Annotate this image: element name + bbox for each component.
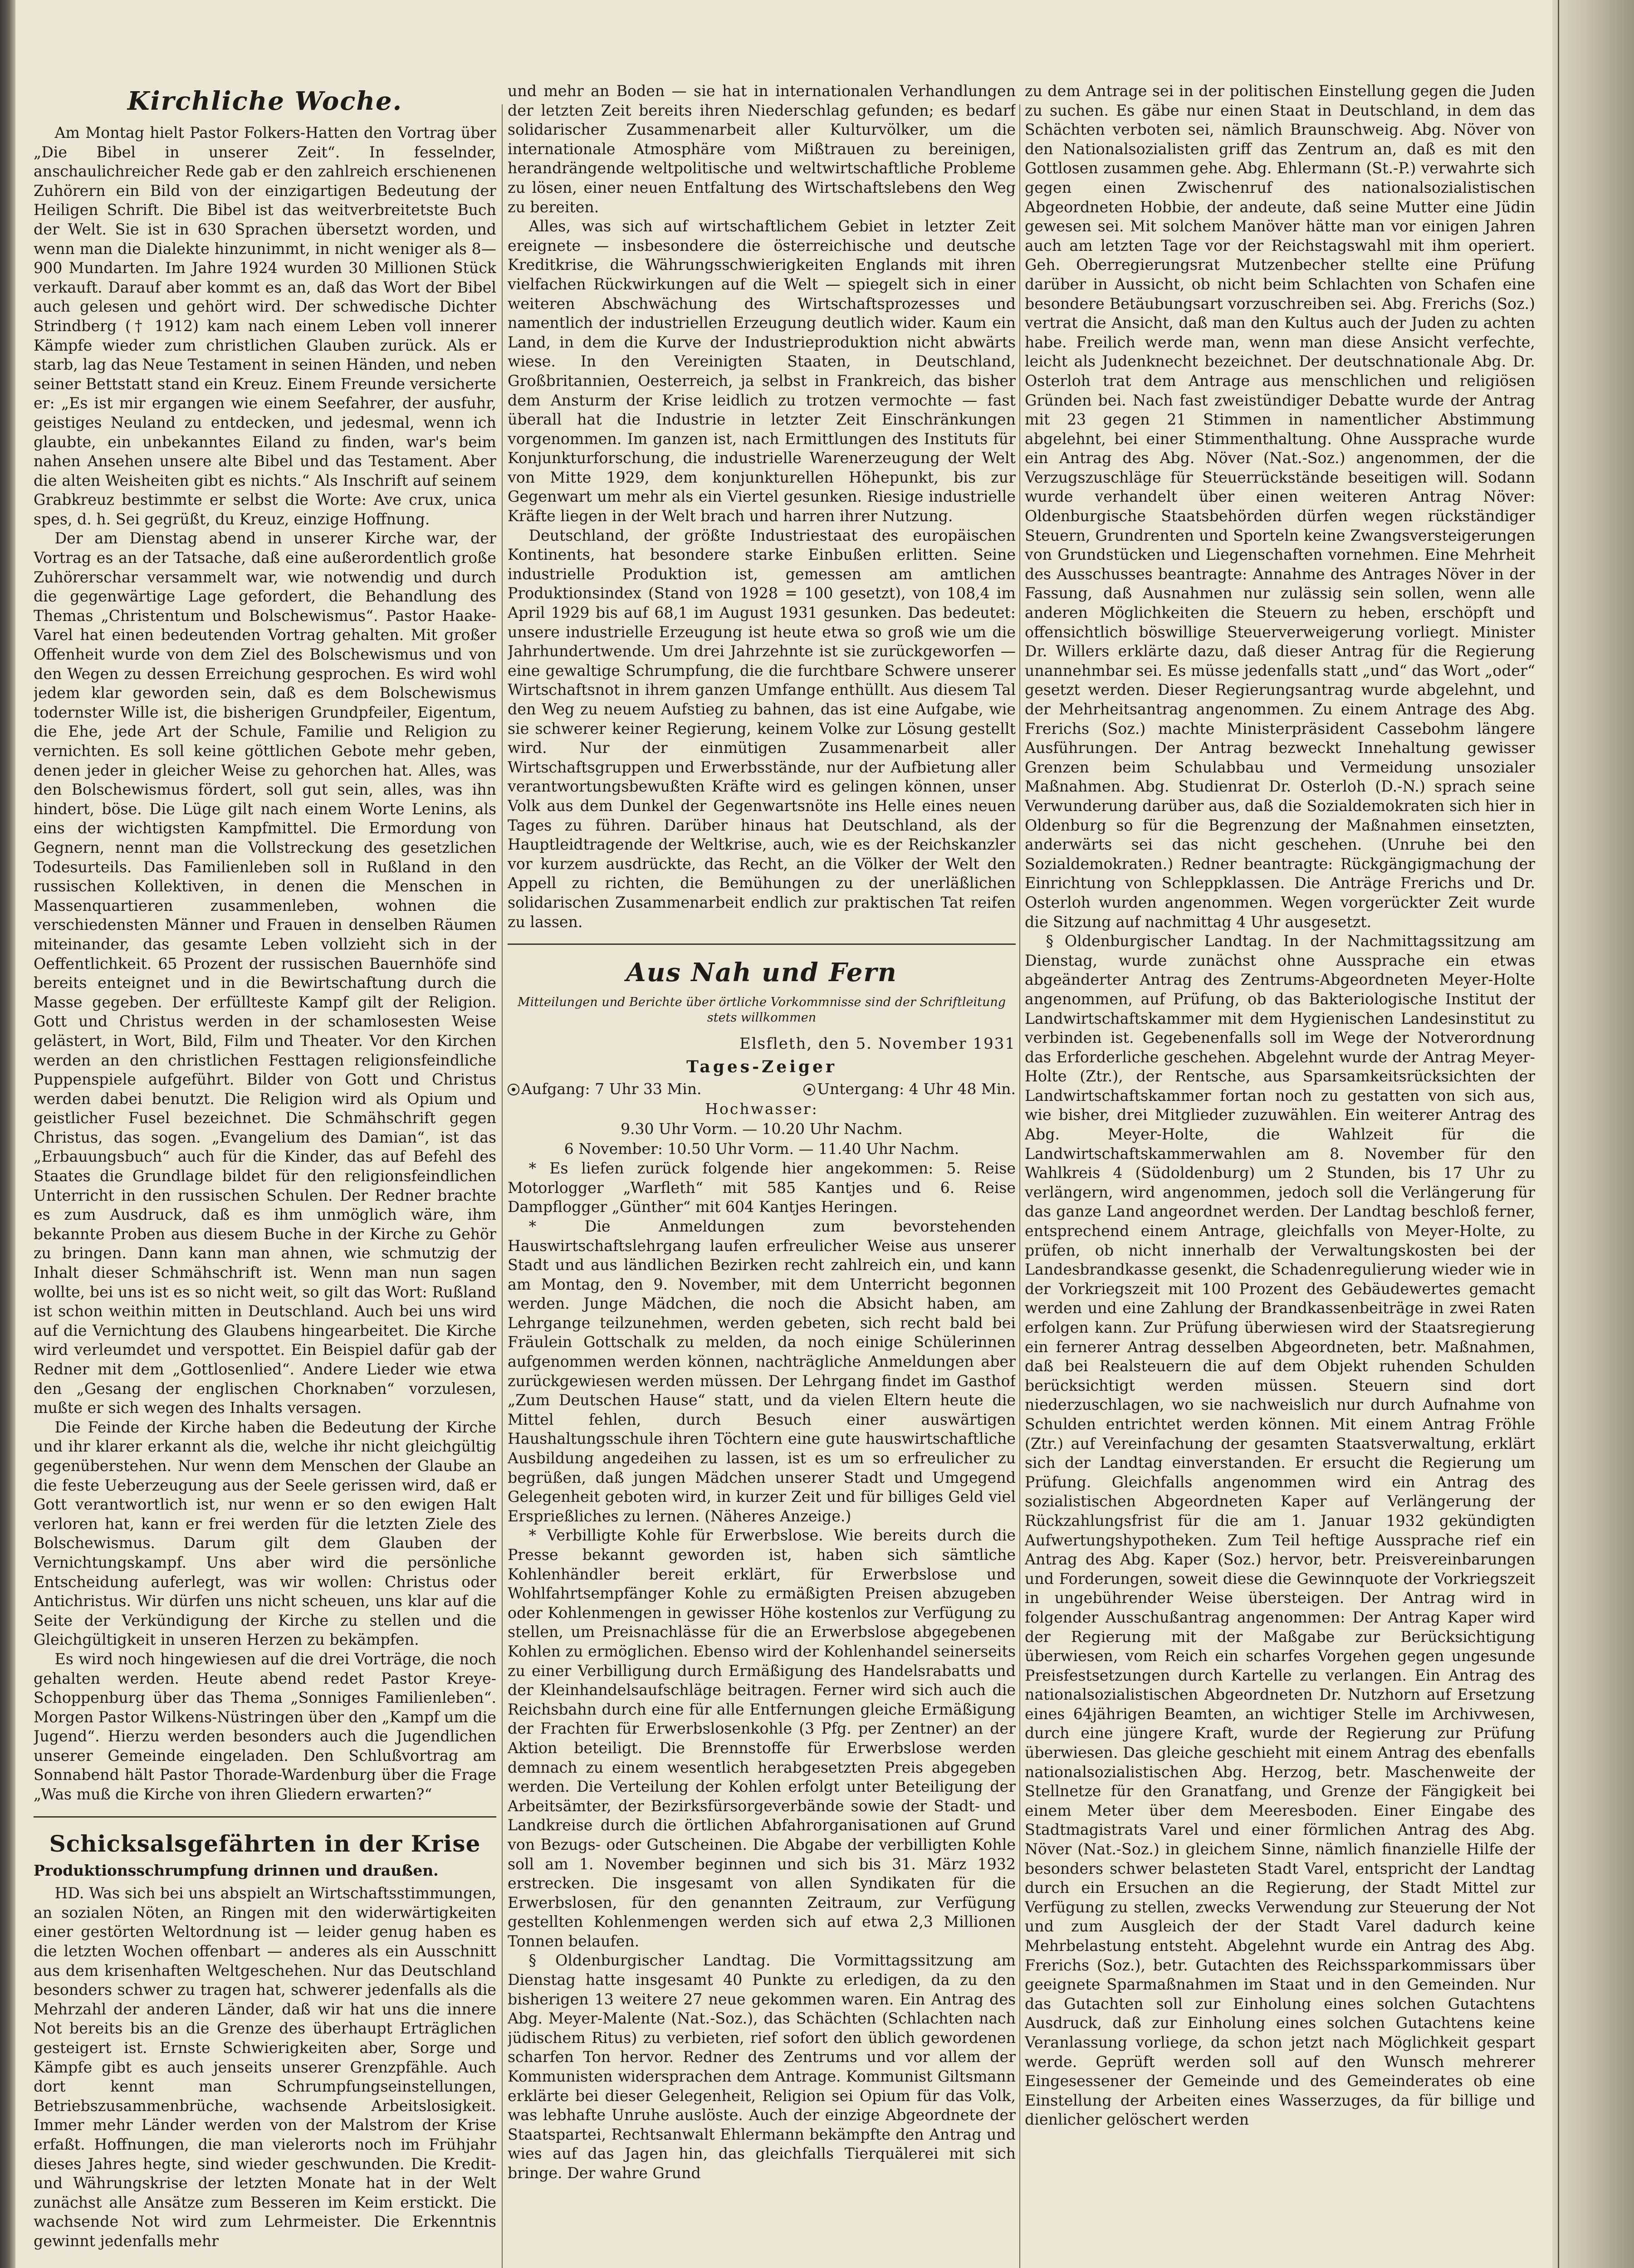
section-rule <box>508 943 1016 945</box>
article-paragraph: Alles, was sich auf wirtschaftlichem Gebiet in letzter Zeit ereignete — insbesondere die österreichische und deutsche Kreditkrise, die Währungsschwierigkeiten Englands mit ihren vielfachen Rückwirkungen auf die Welt — spiegelt sich in einer weiteren Abschwächung des Wirtschaftsprozesses und namentlich der industriellen Erzeugung deutlich wider. Kaum ein Land, in dem die Kurve der Industrieproduktion nicht abwärts wiese. In den Vereinigten Staaten, in Deutschland, Großbritannien, Oesterreich, ja selbst in Frankreich, das bisher dem Ansturm der Krise leidlich zu trotzen vermochte — fast überall hat die Industrie in letzter Zeit Einschränkungen vorgenommen. Im ganzen ist, nach Ermittlungen des Instituts für Konjunkturforschung, die industrielle Warenerzeugung der Welt von Mitte 1929, dem konjunkturellen Höhepunkt, bis zur Gegenwart um mehr als ein Viertel gesunken. Riesige industrielle Kräfte liegen in der Welt brach und harren ihrer Nutzung. <box>508 217 1016 525</box>
article-paragraph: Es wird noch hingewiesen auf die drei Vorträge, die noch gehalten werden. Heute abend redet Pastor Kreye-Schoppenburg über das Thema „Sonniges Familienleben“. Morgen Pastor Wilkens-Nüstringen über den „Kampf um die Jugend“. Hierzu werden besonders auch die Jugendlichen unserer Gemeinde eingeladen. Den Schlußvortrag am Sonnabend hält Pastor Thorade-Wardenburg über die Frage „Was muß die Kirche von ihren Gliedern erwarten?“ <box>34 1650 496 1804</box>
tages-zeiger-heading: Tages-Zeiger <box>686 1057 837 1077</box>
column-3 <box>1025 82 1535 2268</box>
local-news-item: * Die Anmeldungen zum bevorstehenden Hauswirtschaftslehrgang laufen erfreulicher Weise aus unserer Stadt und aus ländlichen Bezirken recht zahlreich ein, und kann am Montag, den 9. November, mit dem Unterricht begonnen werden. Junge Mädchen, die noch die Absicht haben, am Lehrgange teilzunehmen, werden gebeten, sich recht bald bei Fräulein Gottschalk zu melden, da noch einige Schülerinnen aufgenommen werden können, nachträgliche Anmeldungen aber zurückgewiesen werden müssen. Der Lehrgang findet im Gasthof „Zum Deutschen Hause“ statt, und da vielen Eltern heute die Mittel fehlen, durch Besuch einer auswärtigen Haushaltungsschule ihren Töchtern eine gute hauswirtschaftliche Ausbildung angedeihen zu lassen, ist es um so erfreulicher zu begrüßen, daß jungen Mädchen unserer Stadt und Umgegend Gelegenheit geboten wird, in kurzer Zeit und für billiges Geld viel Ersprießliches zu lernen. (Näheres Anzeige.) <box>508 1217 1016 1525</box>
column-1 <box>34 82 496 2268</box>
column-divider <box>502 104 503 2268</box>
tide-heading: Hochwasser: <box>705 1100 818 1118</box>
sun-icon <box>508 1084 519 1095</box>
column-2 <box>508 82 1016 2268</box>
article-paragraph: § Oldenburgischer Landtag. In der Nachmittagssitzung am Dienstag, wurde zunächst ohne Aussprache ein etwas abgeänderter Antrag des Zentrums-Abgeordneten Meyer-Holte angenommen, auf Prüfung, ob das Bakteriologische Institut der Landwirtschaftskammer mit dem Hygienischen Landesinstitut zu verbinden ist. Gegebenenfalls soll im Wege der Notverordnung das Erforderliche geschehen. Abgelehnt wurde der Antrag Meyer-Holte (Ztr.), der Rentsche, aus Sparsamkeitsrücksichten der Landwirtschaftskammer fortan noch zu gestatten von sich aus, wie bisher, drei Mitglieder zuzuwählen. Ein weiterer Antrag des Abg. Meyer-Holte, die Wahlzeit für die Landwirtschaftskammerwahlen am 8. November für den Wahlkreis 4 (Südoldenburg) um 2 Stunden, bis 17 Uhr zu verlängern, wird angenommen, jedoch soll die Verlängerung für das ganze Land angeordnet werden. Der Landtag beschloß ferner, entsprechend einem Antrage, gleichfalls von Meyer-Holte, zu prüfen, ob nicht innerhalb der Verwaltungskosten bei der Landesbrandkasse gesenkt, die Schadenregulierung wieder wie in der Vorkriegszeit mit 100 Prozent des Gebäudewertes gemacht werden und eine Zahlung der Brandkassenbeiträge in zwei Raten erfolgen kann. Zur Prüfung überwiesen wird der Staatsregierung ein fernerer Antrag desselben Abgeordneten, betr. Maßnahmen, daß bei Realsteuern die auf dem Objekt ruhenden Schulden berücksichtigt werden müssen. Steuern sind dort niederzuschlagen, wo sie nachweislich nur durch Aufnahme von Schulden entrichtet werden können. Mit einem Antrag Fröhle (Ztr.) auf Vereinfachung der gesamten Staatsverwaltung, erklärt sich der Landtag einverstanden. Er ersucht die Regierung um Prüfung. Gleichfalls angenommen wird ein Antrag des sozialistischen Abgeordneten Kaper auf Verlängerung der Rückzahlungsfrist für die am 1. Januar 1932 gekündigten Aufwertungshypotheken. Zum Teil heftige Aussprache rief ein Antrag des Abg. Kaper (Soz.) hervor, betr. Preisvereinbarungen und Forderungen, soweit diese die Gewinnquote der Vorkriegszeit in ungebührender Weise übersteigen. Der Antrag wird in folgender Ausschußantrag angenommen: Der Antrag Kaper wird der Regierung mit der Maßgabe zur Berücksichtigung überwiesen, vom Reich ein scharfes Vorgehen gegen ungesunde Preisfestsetzungen durch Kartelle zu verlangen. Ein Antrag des nationalsozialistischen Abgeordneten Dr. Nutzhorn auf Ersetzung eines 64jährigen Beamten, an wichtiger Stelle im Archivwesen, durch eine jüngere Kraft, wurde der Regierung zur Prüfung überwiesen. Das gleiche geschieht mit einem Antrag des ebenfalls nationalsozialistischen Abg. Herzog, betr. Maschenweite der Stellnetze für den Granatfang, und Grenze der Fängigkeit bei einem Meter über dem Meeresboden. Einer Eingabe des Stadtmagistrats Varel und einer förmlichen Antrag des Abg. Növer (Nat.-Soz.) in gleichem Sinne, nämlich finanzielle Hilfe der besonders schwer belasteten Stadt Varel, entspricht der Landtag durch ein Ersuchen an die Regierung, der Stadt Mittel zur Verfügung zu stellen, zwecks Verwendung zur Steuerung der Not und zum Ausgleich der der Stadt Varel dadurch keine Mehrbelastung entsteht. Abgelehnt wurde ein Antrag des Abg. Frerichs (Soz.), betr. Gutachten des Reichssparkommissars über geeignete Sparmaßnahmen im Staat und in den Gemeinden. Nur das Gutachten soll zur Einholung eines solchen Gutachtens Ausdruck, daß zur Einholung eines solchen Gutachtens keine Veranlassung vorliege, da schon jetzt nach Möglichkeit gespart werde. Geprüft werden soll auf den Wunsch mehrerer Eingesessener der Gemeinde und des Gemeinderates ob eine Einstellung der Arbeiten eines Wasserzuges, da für billige und dienlicher gelöschert werden <box>1025 932 1535 2129</box>
article-paragraph: HD. Was sich bei uns abspielt an Wirtschaftsstimmungen, an sozialen Nöten, an Ringen mit den widerwärtigkeiten einer gestörten Weltordnung ist — leider genug haben es die letzten Wochen offenbart — anderes als ein Ausschnitt aus dem krisenhaften Weltgeschehen. Nur das Deutschland besonders schwer zu tragen hat, schwerer jedenfalls als die Mehrzahl der anderen Länder, daß wir hat uns die innere Not bereits bis an die Grenze des überhaupt Erträglichen gesteigert ist. Ernste Schwierigkeiten aber, Sorge und Kämpfe gibt es auch jenseits unserer Grenzpfähle. Auch dort kennt man Schrumpfungseinstellungen, Betriebszusammenbrüche, wachsende Arbeitslosigkeit. Immer mehr Länder werden von der Malstrom der Krise erfaßt. Hoffnungen, die man vielerorts noch im Frühjahr dieses Jahres hegte, sind wieder geschwunden. Die Kredit- und Währungskrise der letzten Monate hat in der Welt zunächst alle Ansätze zum Besseren im Keim erstickt. Die wachsende Not wird zum Lehrmeister. Die Erkenntnis gewinnt jedenfalls mehr <box>34 1884 496 2250</box>
local-news-item: § Oldenburgischer Landtag. Die Vormittagssitzung am Dienstag hatte insgesamt 40 Punkte zu erledigen, da zu den bisherigen 13 weitere 27 neue gekommen waren. Ein Antrag des Abg. Meyer-Malente (Nat.-Soz.), das Schächten (Schlachten nach jüdischem Ritus) zu verbieten, rief sofort den üblich gewordenen scharfen Ton hervor. Redner des Zentrums und vor allem der Kommunisten widersprachen dem Antrage. Kommunist Giltsmann erklärte bei dieser Gelegenheit, Religion sei Opium für das Volk, was lebhafte Unruhe auslöste. Auch der einzige Abgeordnete der Staatspartei, Rechtsanwalt Ehlermann bekämpfte den Antrag und wies auf das Jagen hin, das gleichfalls Tierquälerei mit sich bringe. Der wahre Grund <box>508 1951 1016 2182</box>
heading-aus-nah-und-fern: Aus Nah und Fern <box>626 958 897 988</box>
page-fold <box>1558 0 1559 2268</box>
tide-line: 9.30 Uhr Vorm. — 10.20 Uhr Nachm. <box>621 1120 903 1138</box>
article-paragraph: zu dem Antrage sei in der politischen Einstellung gegen die Juden zu suchen. Es gäbe nur einen Staat in Deutschland, in dem das Schächten verboten sei, nämlich Braunschweig. Abg. Növer von den Nationalsozialisten griff das Zentrum an, daß es mit den Gottlosen zusammen gehe. Abg. Ehlermann (St.-P.) verwahrte sich gegen einen Zwischenruf des nationalsozialistischen Abgeordneten Hobbie, der andeute, daß seine Mutter eine Jüdin gewesen sei. Mit solchem Manöver hätte man vor einigen Jahren auch am letzten Tage vor der Reichstagswahl mit ihm operiert. Geh. Oberregierungsrat Mutzenbecher stellte eine Prüfung darüber in Aussicht, ob nicht beim Schlachten von Schafen eine besondere Betäubungsart vorzuschreiben sei. Abg. Frerichs (Soz.) vertrat die Ansicht, daß man den Kultus auch der Juden zu achten habe. Freilich werde man, wenn man diese Ansicht verfechte, leicht als Judenknecht bezeichnet. Der deutschnationale Abg. Dr. Osterloh trat dem Antrage aus menschlichen und religiösen Gründen bei. Nach fast zweistündiger Debatte wurde der Antrag mit 23 gegen 21 Stimmen in namentlicher Abstimmung abgelehnt, bei einer Stimmenthaltung. Ohne Aussprache wurde ein Antrag des Abg. Növer (Nat.-Soz.) angenommen, der die Verzugszuschläge für Steuerrückstände beseitigen will. Sodann wurde verhandelt über einen weiteren Antrag Növer: Oldenburgische Staatsbehörden dürfen wegen rückständiger Steuern, Grundrenten und Sporteln keine Zwangsversteigerungen von Grundstücken und Liegenschaften vornehmen. Eine Mehrheit des Ausschusses beantragte: Annahme des Antrages Növer in der Fassung, daß Ausnahmen nur zulässig sein sollen, wenn alle anderen Möglichkeiten die Steuern zu heben, erschöpft und offensichtlich böswillige Steuerverweigerung vorliegt. Minister Dr. Willers erklärte dazu, daß dieser Antrag für die Regierung unannehmbar sei. Es müsse jedenfalls statt „und“ das Wort „oder“ gesetzt werden. Dieser Regierungsantrag wurde abgelehnt, und der Mehrheitsantrag angenommen. Zu einem Antrage des Abg. Frerichs (Soz.) machte Ministerpräsident Cassebohm längere Ausführungen. Der Antrag bezweckt Innehaltung gewisser Grenzen beim Schulabbau und Vermeidung unsozialer Maßnahmen. Abg. Studienrat Dr. Osterloh (D.-N.) sprach seine Verwunderung darüber aus, daß die Sozialdemokraten sich hier in Oldenburg so für die Begrenzung der Maßnahmen einsetzten, anderwärts sei das nicht geschehen. (Unruhe bei den Sozialdemokraten.) Redner beantragte: Rückgängigmachung der Einrichtung von Schleppklassen. Die Anträge Frerichs und Dr. Osterloh wurden angenommen. Wegen vorgerückter Zeit wurde die Sitzung auf nachmittag 4 Uhr ausgesetzt. <box>1025 82 1535 931</box>
tide-line: 6 November: 10.50 Uhr Vorm. — 11.40 Uhr Nachm. <box>564 1140 959 1158</box>
dateline: Elsfleth, den 5. November 1931 <box>739 1035 1016 1053</box>
local-news-item: * Verbilligte Kohle für Erwerbslose. Wie bereits durch die Presse bekannt geworden ist, haben sich sämtliche Kohlenhändler bereit erklärt, für Erwerbslose und Wohlfahrtsempfänger Kohle zu ermäßigten Preisen abzugeben oder Kohlenmengen in gewisser Höhe kostenlos zur Verfügung zu stellen, um Preisnachlässe für die an Erwerbslose abgegebenen Kohlen zu ermöglichen. Ebenso wird der Kohlenhandel seinerseits zu einer Verbilligung durch Ermäßigung des Handelsrabatts und der Kleinhandelsaufschläge beitragen. Ferner wird sich auch die Reichsbahn durch eine für alle Entfernungen gleiche Ermäßigung der Frachten für Erwerbslosenkohle (3 Pfg. per Zentner) an der Aktion beteiligt. Die Brennstoffe für Erwerbslose werden demnach zu einem wesentlich herabgesetzten Preis abgegeben werden. Die Verteilung der Kohlen erfolgt unter Beteiligung der Arbeitsämter, der Bezirksfürsorgeverbände sowie der Stadt- und Landkreise durch die örtlichen Abfahrorganisationen auf Grund von Bezugs- oder Gutscheinen. Die Abgabe der verbilligten Kohle soll am 1. November beginnen und sich bis 31. März 1932 erstrecken. Die insgesamt von allen Syndikaten für die Erwerbslosen, für den genannten Zeitraum, zur Verfügung gestellten Kohlenmengen werden sich auf etwa 2,3 Millionen Tonnen belaufen. <box>508 1526 1016 1950</box>
article-paragraph: Am Montag hielt Pastor Folkers-Hatten den Vortrag über „Die Bibel in unserer Zeit“. In fesselnder, anschaulichreicher Rede gab er den zahlreich erschienenen Zuhörern ein Bild von der einzigartigen Bedeutung der Heiligen Schrift. Die Bibel ist das weitverbreitetste Buch der Welt. Sie ist in 630 Sprachen übersetzt worden, und wenn man die Dialekte hinzunimmt, in nicht weniger als 8—900 Mundarten. Im Jahre 1924 wurden 30 Millionen Stück verkauft. Darauf aber kommt es an, daß das Wort der Bibel auch gelesen und gehört wird. Der schwedische Dichter Strindberg († 1912) kam nach einem Leben voll innerer Kämpfe wieder zum christlichen Glauben zurück. Als er starb, lag das Neue Testament in seinen Händen, und neben seiner Bettstatt stand ein Kreuz. Einem Freunde versicherte er: „Es ist mir ergangen wie einem Seefahrer, der ausfuhr, geistiges Neuland zu entdecken, und jedesmal, wenn ich glaubte, ein unbekanntes Eiland zu finden, war's beim nahen Ansehen unsere alte Bibel und das Testament. Aber die alten Weisheiten gibt es nichts.“ Als Inschrift auf seinem Grabkreuz bestimmte er selbst die Worte: Ave crux, unica spes, d. h. Sei gegrüßt, du Kreuz, einzige Hoffnung. <box>34 124 496 528</box>
column-divider <box>1019 104 1020 2268</box>
article-subheading: Produktionsschrumpfung drinnen und draußen. <box>34 1861 439 1879</box>
article-paragraph: und mehr an Boden — sie hat in internationalen Verhandlungen der letzten Zeit bereits ihren Niederschlag gefunden; es bedarf solidarischer Zusammenarbeit aller Kulturvölker, um die internationale Atmosphäre vom Mißtrauen zu bereinigen, herandrängende weltpolitische und weltwirtschaftliche Probleme zu lösen, einer neuen Entfaltung des Wirtschaftslebens den Weg zu bereiten. <box>508 82 1016 216</box>
heading-schicksalsgefaehrten: Schicksalsgefährten in der Krise <box>49 1830 481 1857</box>
sunset: Untergang: 4 Uhr 48 Min. <box>803 1079 1016 1099</box>
page-edge-right <box>1552 0 1634 2268</box>
sun-times <box>508 1079 1016 1099</box>
sun-icon <box>803 1084 815 1095</box>
sunrise: Aufgang: 7 Uhr 33 Min. <box>508 1079 701 1099</box>
article-paragraph: Der am Dienstag abend in unserer Kirche war, der Vortrag es an der Tatsache, daß eine außerordentlich große Zuhörerschar versammelt war, wie notwendig und durch die gegenwärtige Lage gefordert, die Behandlung des Themas „Christentum und Bolschewismus“. Pastor Haake-Varel hat einen bedeutenden Vortrag gehalten. Mit großer Offenheit wurde von dem Ziel des Bolschewismus und von den Wegen zu dessen Erreichung gesprochen. Es wird wohl jedem klar geworden sein, daß es dem Bolschewismus todernster Wille ist, die bisherigen Grundpfeiler, Eigentum, die Ehe, jede Art der Schule, Familie und Religion zu vernichten. Es soll keine göttlichen Gebote mehr geben, denen jeder in gleicher Weise zu gehorchen hat. Alles, was den Bolschewismus fördert, soll gut sein, alles, was ihn hindert, böse. Die Lüge gilt nach einem Worte Lenins, als eins der wichtigsten Kampfmittel. Die Ermordung von Gegnern, nennt man die Vollstreckung des gesetzlichen Todesurteils. Das Familienleben soll in Rußland in den russischen Kollektiven, in denen die Menschen in Massenquartieren zusammenleben, wohnen die verschiedensten Männer und Frauen in denselben Räumen miteinander, das gesamte Leben vollzieht sich in der Oeffentlichkeit. 65 Prozent der russischen Bauernhöfe sind bereits enteignet und in die Bewirtschaftung durch die Masse gegeben. Der erfüllteste Kampf gilt der Religion. Gott und Christus werden in der schamlosesten Weise gelästert, in Wort, Bild, Film und Theater. Vor den Kirchen werden an den christlichen Festtagen religionsfeindliche Puppenspiele aufgeführt. Bilder von Gott und Christus werden dabei benutzt. Die Religion wird als Opium und geistlicher Fusel bezeichnet. Die Schmähschrift gegen Christus, das sogen. „Evangelium des Damian“, ist das „Erbauungsbuch“ auch für die Kinder, das auf Befehl des Staates die Grundlage bildet für den religionsfeindlichen Unterricht in den russischen Schulen. Der Redner brachte es zum Ausdruck, daß es ihm unmöglich wäre, ihm bekannte Proben aus diesem Buche in der Kirche zu Gehör zu bringen. Dann kann man ahnen, wie schmutzig der Inhalt dieser Schmähschrift ist. Wenn man nun sagen wollte, bei uns ist es so nicht weit, so gilt das Wort: Rußland ist schon weithin mitten in Deutschland. Auch bei uns wird auf die Vernichtung des Glaubens hingearbeitet. Die Kirche wird verleumdet und verspottet. Ein Beispiel dafür gab der Redner mit dem „Gottlosenlied“. Andere Lieder wie etwa den „Gesang der englischen Chorknaben“ vorzulesen, mußte er sich wegen des Inhalts versagen. <box>34 529 496 1417</box>
article-paragraph: Deutschland, der größte Industriestaat des europäischen Kontinents, hat besondere starke Einbußen erlitten. Seine industrielle Produktion ist, gemessen am amtlichen Produktionsindex (Stand von 1928 = 100 gesetzt), von 108,4 im April 1929 bis auf 68,1 im August 1931 gesunken. Das bedeutet: unsere industrielle Erzeugung ist heute etwa so groß wie um die Jahrhundertwende. Um drei Jahrzehnte ist sie zurückgeworfen — eine gewaltige Schrumpfung, die die furchtbare Schwere unserer Wirtschaftsnot in ihrem ganzen Umfange enthüllt. Aus diesem Tal den Weg zu neuem Aufstieg zu bahnen, das ist eine Aufgabe, wie sie schwerer keiner Regierung, keinem Volke zur Lösung gestellt wird. Nur der einmütigen Zusammenarbeit aller Wirtschaftsgruppen und Erwerbsstände, nur der Aufbietung aller verantwortungsbewußten Kräfte wird es gelingen können, unser Volk aus dem Dunkel der Gegenwartsnöte ins Helle eines neuen Tages zu führen. Darüber hinaus hat Deutschland, als der Hauptleidtragende der Weltkrise, auch, wie es der Reichskanzler vor kurzem ausdrückte, das Recht, an die Völker der Welt den Appell zu richten, die Bemühungen zu der unerläßlichen solidarischen Zusammenarbeit endlich zur praktischen Tat reifen zu lassen. <box>508 526 1016 931</box>
heading-kirchliche-woche: Kirchliche Woche. <box>127 86 403 116</box>
section-rule <box>34 1816 496 1818</box>
section-subtitle: Mitteilungen und Berichte über örtliche Vorkommnisse sind der Schriftleitung stets willkommen <box>517 995 1006 1025</box>
article-paragraph: Die Feinde der Kirche haben die Bedeutung der Kirche und ihr klarer erkannt als die, welche ihr nicht gleichgültig gegenüberstehen. Nur wenn dem Menschen der Glaube an die feste Ueberzeugung aus der Seele gerissen wird, daß er Gott verantwortlich ist, nur wenn er so den ewigen Halt verloren hat, kann er frei werden für die letzten Ziele des Bolschewismus. Darum gilt dem Glauben der Vernichtungskampf. Uns aber wird die persönliche Entscheidung auferlegt, was wir wollen: Christus oder Antichristus. Wir dürfen uns nicht scheuen, uns klar auf die Seite der Verkündigung der Kirche zu stellen und die Gleichgültigkeit in unseren Herzen zu bekämpfen. <box>34 1418 496 1649</box>
newspaper-page <box>15 0 1552 2268</box>
book-binding-left <box>0 0 15 2268</box>
local-news-item: * Es liefen zurück folgende hier angekommen: 5. Reise Motorlogger „Warfleth“ mit 585 Kantjes und 6. Reise Dampflogger „Günther“ mit 604 Kantjes Heringen. <box>508 1159 1016 1216</box>
